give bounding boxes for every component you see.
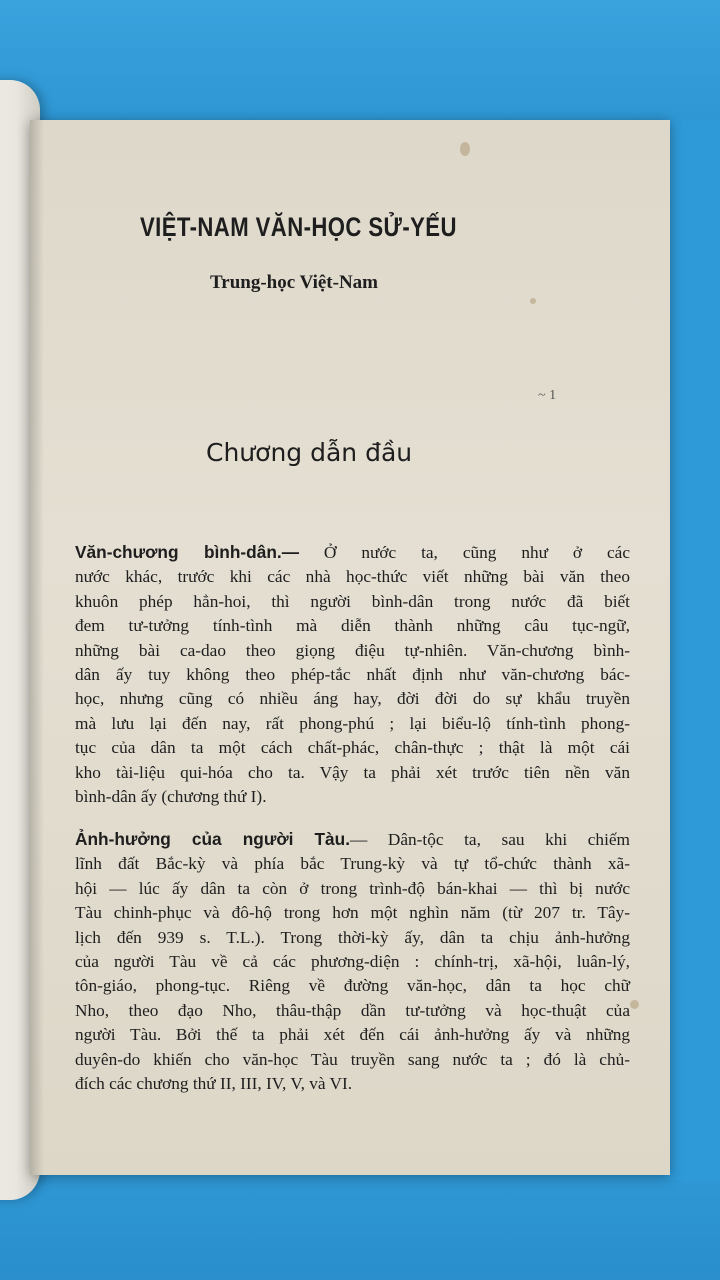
chapter-heading: Chương dẫn đầu [206,438,413,467]
paragraph-line: tôn-giáo, phong-tục. Riêng về đường văn-học, dân ta học chữ [75,976,630,996]
book-page [30,120,670,1175]
paragraph-line: Ảnh-hưởng của người Tàu.— Dân-tộc ta, sau khi chiếm [75,829,630,849]
page-mark: ~ 1 [538,388,557,403]
paragraph-line: hội — lúc ấy dân ta còn ở trong trình-độ bán-khai — thì bị nước [75,878,630,898]
paragraph-line: học, nhưng cũng có nhiều áng hay, đời đời do sự khẩu truyền [75,689,630,709]
background-bottom [0,1180,720,1280]
paragraph-line: mà lưu lại đến nay, rất phong-phú ; lại biểu-lộ tính-tình phong- [75,713,630,733]
paragraph-binh-dan [75,540,630,809]
paragraph-line: đem tư-tưởng tính-tình mà diễn thành những câu tục-ngữ, [75,616,630,636]
book-title: VIỆT-NAM VĂN-HỌC SỬ-YẾU [140,212,457,242]
stain-mark [530,298,536,304]
background-top [0,0,720,120]
book-subtitle: Trung-học Việt-Nam [210,272,378,293]
paragraph-line: những bài ca-dao theo giọng điệu tự-nhiên. Văn-chương bình- [75,640,630,660]
paragraph-line: duyên-do khiến cho văn-học Tàu truyền sang nước ta ; đó là chủ- [75,1049,630,1069]
paragraph-line: bình-dân ấy (chương thứ I). [75,787,267,807]
paragraph-line: Văn-chương bình-dân.— Ở nước ta, cũng như ở các [75,542,631,562]
paragraph-line: Nho, theo đạo Nho, thâu-thập dần tư-tưởng và học-thuật của [75,1000,630,1020]
paragraph-line: kho tài-liệu qui-hóa cho ta. Vậy ta phải xét trước tiên nền văn [75,762,630,782]
paragraph-lead: Ảnh-hưởng của người Tàu. [75,829,351,849]
paragraph-line: dân ấy tuy không theo phép-tắc nhất định như văn-chương bác- [75,665,630,685]
paragraph-line: người Tàu. Bởi thế ta phải xét đến cái ảnh-hưởng ấy và những [75,1025,630,1045]
paragraph-line: của người Tàu về cả các phương-diện : chính-trị, xã-hội, luân-lý, [75,952,630,972]
stain-mark [460,142,470,156]
paragraph-line: khuôn phép hẳn-hoi, thì người bình-dân trong nước đã biết [75,591,630,611]
paragraph-lead: Văn-chương bình-dân.— [75,542,299,562]
paragraph-line: nước khác, trước khi các nhà học-thức viết những bài văn theo [75,567,630,587]
paragraph-line: lịch đến 939 s. T.L.). Trong thời-kỳ ấy, dân ta chịu ảnh-hưởng [75,927,630,947]
paragraph-line: đích các chương thứ II, III, IV, V, và VI. [75,1074,353,1094]
paragraph-line: lĩnh đất Bắc-kỳ và phía bắc Trung-kỳ và tự tổ-chức thành xã- [75,854,630,874]
stain-mark [630,1000,639,1009]
paragraph-line: Tàu chinh-phục và đô-hộ trong hơn một nghìn năm (từ 207 tr. Tây- [75,903,630,923]
paragraph-line: tục của dân ta một cách chất-phác, chân-thực ; thật là một cái [75,738,630,758]
paragraph-anh-huong [75,827,630,1096]
